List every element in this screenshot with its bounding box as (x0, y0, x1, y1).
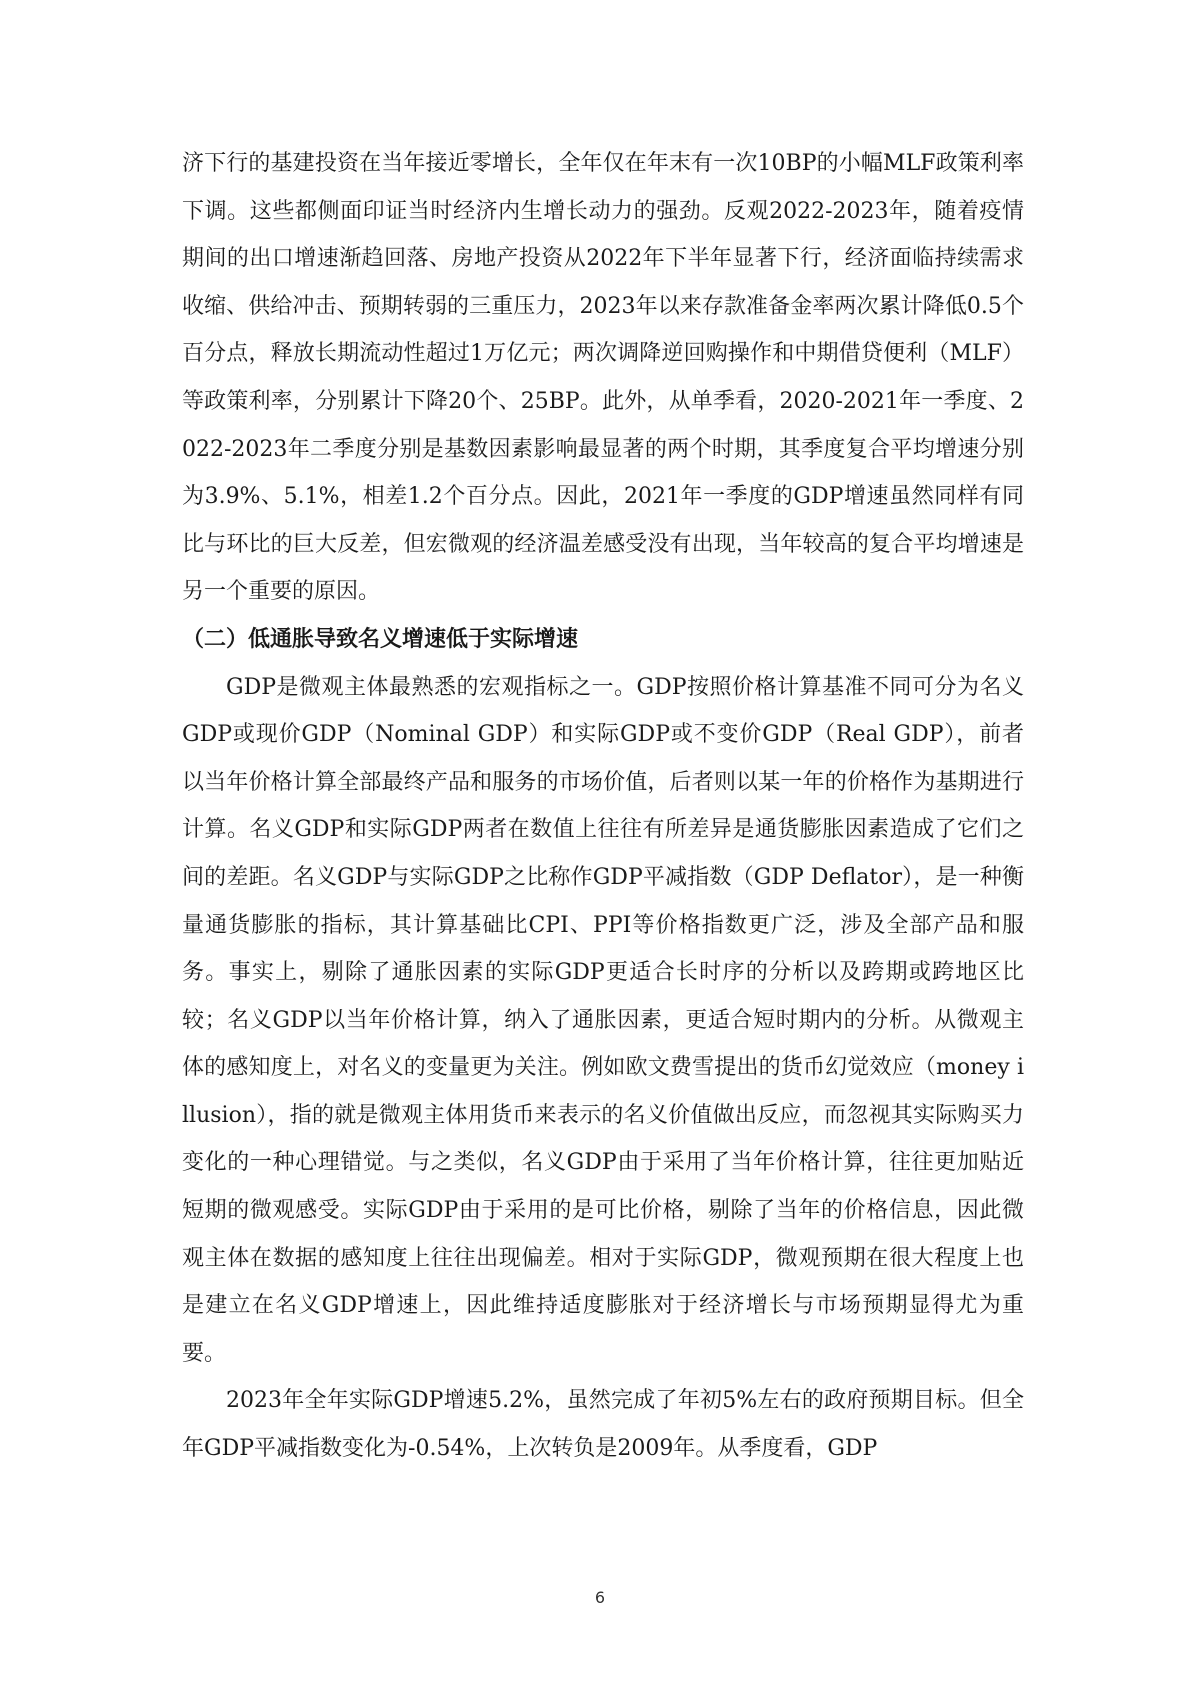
document-page (182, 140, 1024, 1473)
body-paragraph-2: GDP是微观主体最熟悉的宏观指标之一。GDP按照价格计算基准不同可分为名义GDP或现价GDP（Nominal GDP）和实际GDP或不变价GDP（Real GDP），前者以当年价格计算全部最终产品和服务的市场价值，后者则以某一年的价格作为基期进行计算。名义GDP和实际GDP两者在数值上往往有所差异是通货膨胀因素造成了它们之间的差距。名义GDP与实际GDP之比称作GDP平减指数（GDP Deflator），是一种衡量通货膨胀的指标，其计算基础比CPI、PPI等价格指数更广泛，涉及全部产品和服务。事实上，剔除了通胀因素的实际GDP更适合长时序的分析以及跨期或跨地区比较；名义GDP以当年价格计算，纳入了通胀因素，更适合短时期内的分析。从微观主体的感知度上，对名义的变量更为关注。例如欧文费雪提出的货币幻觉效应（money illusion），指的就是微观主体用货币来表示的名义价值做出反应，而忽视其实际购买力变化的一种心理错觉。与之类似，名义GDP由于采用了当年价格计算，往往更加贴近短期的微观感受。实际GDP由于采用的是可比价格，剔除了当年的价格信息，因此微观主体在数据的感知度上往往出现偏差。相对于实际GDP，微观预期在很大程度上也是建立在名义GDP增速上，因此维持适度膨胀对于经济增长与市场预期显得尤为重要。 (182, 674, 1024, 1366)
section-heading: （二）低通胀导致名义增速低于实际增速 (182, 626, 579, 652)
body-paragraph-1: 济下行的基建投资在当年接近零增长，全年仅在年末有一次10BP的小幅MLF政策利率下调。这些都侧面印证当时经济内生增长动力的强劲。反观2022-2023年，随着疫情期间的出口增速渐趋回落、房地产投资从2022年下半年显著下行，经济面临持续需求收缩、供给冲击、预期转弱的三重压力，2023年以来存款准备金率两次累计降低0.5个百分点，释放长期流动性超过1万亿元；两次调降逆回购操作和中期借贷便利（MLF）等政策利率，分别累计下降20个、25BP。此外，从单季看，2020-2021年一季度、2022-2023年二季度分别是基数因素影响最显著的两个时期，其季度复合平均增速分别为3.9%、5.1%，相差1.2个百分点。因此，2021年一季度的GDP增速虽然同样有同比与环比的巨大反差，但宏微观的经济温差感受没有出现，当年较高的复合平均增速是另一个重要的原因。 (182, 151, 1024, 605)
body-paragraph-3: 2023年全年实际GDP增速5.2%，虽然完成了年初5%左右的政府预期目标。但全年GDP平减指数变化为-0.54%，上次转负是2009年。从季度看，GDP (182, 1388, 1024, 1462)
page-number: 6 (594, 1588, 606, 1607)
